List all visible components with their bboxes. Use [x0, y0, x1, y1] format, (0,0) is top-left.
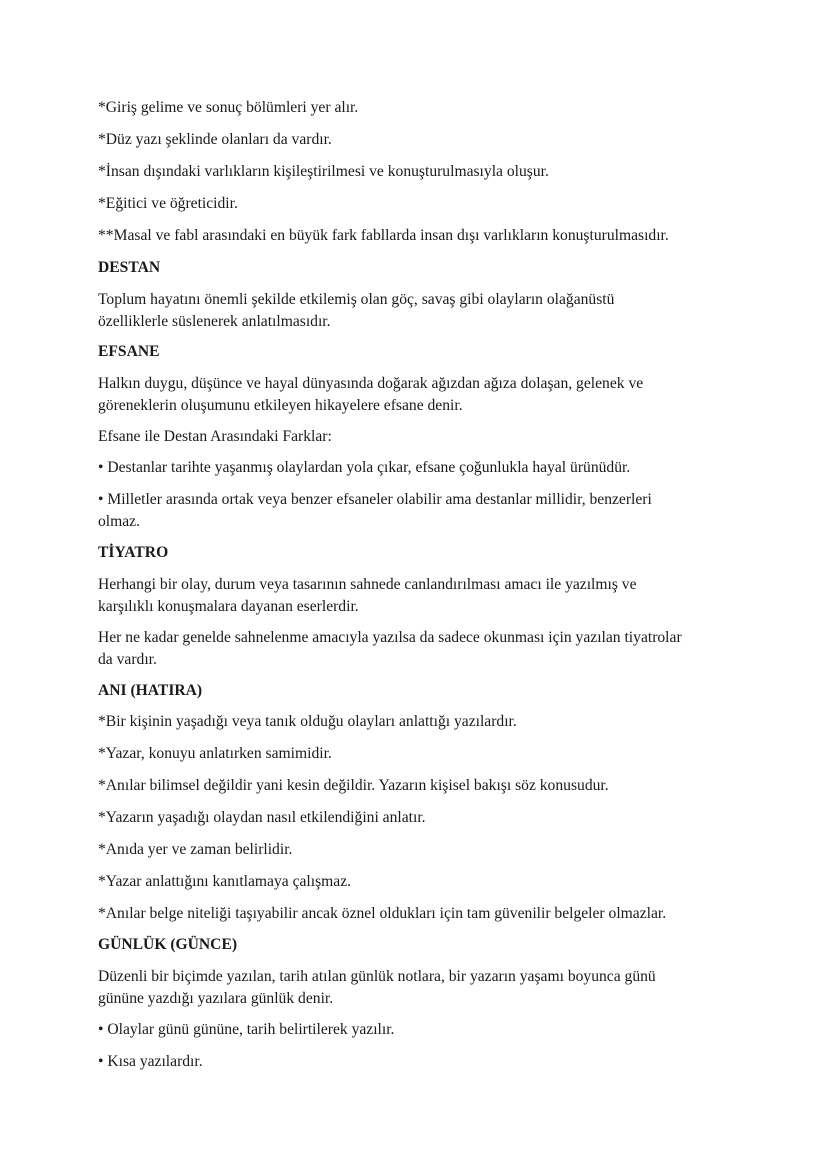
- tiyatro-text: da vardır.: [98, 651, 157, 668]
- section-heading-tiyatro: TİYATRO: [98, 544, 169, 561]
- intro-item: *Eğitici ve öğreticidir.: [98, 195, 238, 212]
- destan-text: özelliklerle süslenerek anlatılmasıdır.: [98, 313, 331, 330]
- ani-item: *Yazar anlattığını kanıtlamaya çalışmaz.: [98, 873, 352, 890]
- efsane-bullet: • Destanlar tarihte yaşanmış olaylardan yola çıkar, efsane çoğunlukla hayal ürünüdür.: [98, 459, 631, 476]
- efsane-bullet-cont: olmaz.: [98, 513, 140, 530]
- tiyatro-text: Her ne kadar genelde sahnelenme amacıyla yazılsa da sadece okunması için yazılan tiyatrolar: [98, 629, 682, 646]
- destan-text: Toplum hayatını önemli şekilde etkilemiş olan göç, savaş gibi olayların olağanüstü: [98, 291, 615, 308]
- intro-item: *Düz yazı şeklinde olanları da vardır.: [98, 131, 332, 148]
- section-heading-efsane: EFSANE: [98, 343, 160, 360]
- ani-item: *Yazar, konuyu anlatırken samimidir.: [98, 745, 332, 762]
- ani-item: *Anılar belge niteliği taşıyabilir ancak öznel oldukları için tam güvenilir belgeler olmazlar.: [98, 905, 667, 922]
- intro-item: *Giriş gelime ve sonuç bölümleri yer alır.: [98, 99, 359, 116]
- efsane-text: Halkın duygu, düşünce ve hayal dünyasında doğarak ağızdan ağıza dolaşan, gelenek ve: [98, 375, 644, 392]
- section-heading-ani: ANI (HATIRA): [98, 682, 203, 699]
- ani-item: *Yazarın yaşadığı olaydan nasıl etkilendiğini anlatır.: [98, 809, 426, 826]
- ani-item: *Anılar bilimsel değildir yani kesin değildir. Yazarın kişisel bakışı söz konusudur.: [98, 777, 609, 794]
- efsane-differences-title: Efsane ile Destan Arasındaki Farklar:: [98, 428, 332, 445]
- intro-item: **Masal ve fabl arasındaki en büyük fark fabllarda insan dışı varlıkların konuşturulmasıdır.: [98, 227, 669, 244]
- section-heading-gunluk: GÜNLÜK (GÜNCE): [98, 936, 238, 953]
- gunluk-text: Düzenli bir biçimde yazılan, tarih atılan günlük notlara, bir yazarın yaşamı boyunca günü: [98, 968, 656, 985]
- gunluk-bullet: • Olaylar günü gününe, tarih belirtilerek yazılır.: [98, 1021, 395, 1038]
- tiyatro-text: karşılıklı konuşmalara dayanan eserlerdir.: [98, 598, 359, 615]
- gunluk-text: gününe yazdığı yazılara günlük denir.: [98, 990, 334, 1007]
- gunluk-bullet: • Kısa yazılardır.: [98, 1053, 203, 1070]
- tiyatro-text: Herhangi bir olay, durum veya tasarının sahnede canlandırılması amacı ile yazılmış ve: [98, 576, 637, 593]
- ani-item: *Bir kişinin yaşadığı veya tanık olduğu olayları anlattığı yazılardır.: [98, 713, 517, 730]
- efsane-text: göreneklerin oluşumunu etkileyen hikayelere efsane denir.: [98, 397, 463, 414]
- ani-item: *Anıda yer ve zaman belirlidir.: [98, 841, 293, 858]
- intro-item: *İnsan dışındaki varlıkların kişileştirilmesi ve konuşturulmasıyla oluşur.: [98, 163, 549, 180]
- section-heading-destan: DESTAN: [98, 259, 161, 276]
- efsane-bullet: • Milletler arasında ortak veya benzer efsaneler olabilir ama destanlar millidir, benzerleri: [98, 491, 652, 508]
